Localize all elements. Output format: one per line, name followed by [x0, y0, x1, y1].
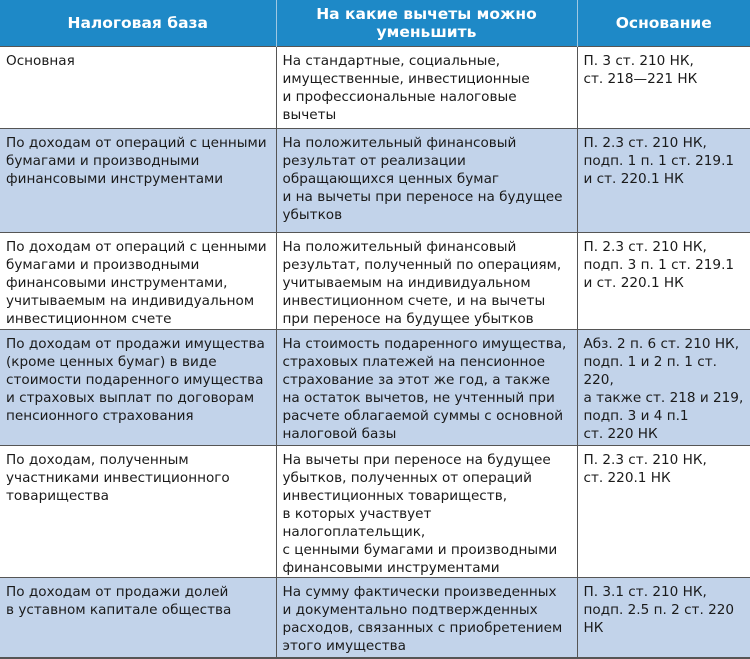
table-row: [0, 233, 750, 330]
cell-deductions: На вычеты при переносе на будущее убытков, полученных от операций инвестиционных товариществ, в которых участвует налогоплательщик, с ценными бумагами и производными финансовыми инструментами: [276, 446, 577, 578]
cell-tax-base: По доходам, полученным участниками инвестиционного товарищества: [0, 446, 276, 578]
table-row: [0, 330, 750, 446]
cell-deductions: На положительный финансовый результат от реализации обращающихся ценных бумаг и на вычеты при переносе на будущее убытков: [276, 129, 577, 233]
header-deductions: На какие вычеты можно уменьшить: [276, 0, 577, 47]
cell-legal-basis: П. 2.3 ст. 210 НК, ст. 220.1 НК: [577, 446, 750, 578]
table-row: [0, 446, 750, 578]
table-header-row: [0, 0, 750, 47]
table-row: [0, 47, 750, 129]
cell-tax-base: По доходам от операций с ценными бумагами и производными финансовыми инструментами, учитываемым на индивидуальном инвестиционном счете: [0, 233, 276, 330]
table-row: [0, 129, 750, 233]
cell-legal-basis: П. 3.1 ст. 210 НК, подп. 2.5 п. 2 ст. 220 НК: [577, 578, 750, 658]
cell-tax-base: По доходам от продажи имущества (кроме ценных бумаг) в виде стоимости подаренного имущества и страховых выплат по договорам пенсионного страхования: [0, 330, 276, 446]
cell-deductions: На сумму фактически произведенных и документально подтвержденных расходов, связанных с приобретением этого имущества: [276, 578, 577, 658]
cell-legal-basis: Абз. 2 п. 6 ст. 210 НК, подп. 1 и 2 п. 1 ст. 220, а также ст. 218 и 219, подп. 3 и 4 п.1 ст. 220 НК: [577, 330, 750, 446]
cell-legal-basis: П. 3 ст. 210 НК, ст. 218—221 НК: [577, 47, 750, 129]
cell-legal-basis: П. 2.3 ст. 210 НК, подп. 1 п. 1 ст. 219.1 и ст. 220.1 НК: [577, 129, 750, 233]
header-tax-base: Налоговая база: [0, 0, 276, 47]
cell-deductions: На стандартные, социальные, имущественные, инвестиционные и профессиональные налоговые вычеты: [276, 47, 577, 129]
cell-deductions: На положительный финансовый результат, полученный по операциям, учитываемым на индивидуальном инвестиционном счете, и на вычеты при переносе на будущее убытков: [276, 233, 577, 330]
table-row: [0, 578, 750, 658]
cell-tax-base: По доходам от операций с ценными бумагами и производными финансовыми инструментами: [0, 129, 276, 233]
cell-legal-basis: П. 2.3 ст. 210 НК, подп. 3 п. 1 ст. 219.1 и ст. 220.1 НК: [577, 233, 750, 330]
cell-tax-base: Основная: [0, 47, 276, 129]
cell-deductions: На стоимость подаренного имущества, страховых платежей на пенсионное страхование за этот же год, а также на остаток вычетов, не учтенный при расчете облагаемой суммы с основной налоговой базы: [276, 330, 577, 446]
cell-tax-base: По доходам от продажи долей в уставном капитале общества: [0, 578, 276, 658]
header-legal-basis: Основание: [577, 0, 750, 47]
